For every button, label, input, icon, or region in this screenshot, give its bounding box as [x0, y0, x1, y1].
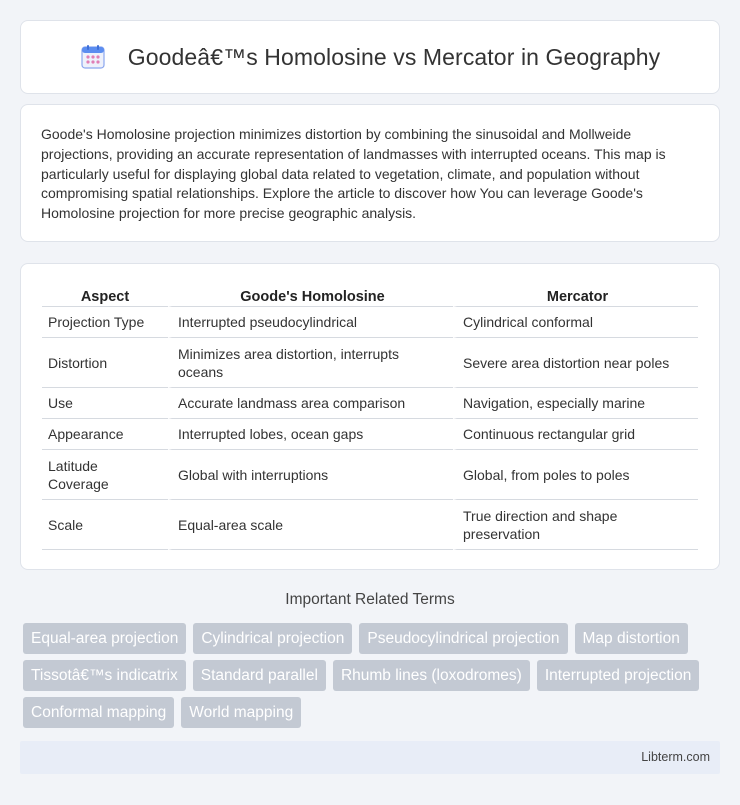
comparison-table [42, 284, 698, 550]
table-cell: Scale [42, 500, 168, 550]
table-cell: Minimizes area distortion, interrupts oceans [168, 338, 453, 388]
table-cell: Appearance [42, 419, 168, 450]
table-cell: Cylindrical conformal [453, 307, 698, 338]
tag-row [23, 623, 723, 654]
table-cell: Accurate landmass area comparison [168, 388, 453, 419]
header-mercator: Mercator [453, 284, 698, 307]
table-cell: Projection Type [42, 307, 168, 338]
table-cell: Interrupted pseudocylindrical [168, 307, 453, 338]
table-cell: Distortion [42, 338, 168, 388]
table-cell: Navigation, especially marine [453, 388, 698, 419]
intro-text: Goode's Homolosine projection minimizes distortion by combining the sinusoidal and Mollweide projections, providing an accurate representation of landmasses with interrupted oceans. This map is particularly useful for displaying global data related to vegetation, climate, and population without compromising spatial relationships. Explore the article to discover how You can leverage Goode's Homolosine projection for more precise geographic analysis. [41, 126, 666, 222]
tag-world-mapping[interactable]: World mapping [181, 697, 301, 728]
calendar-icon [80, 44, 106, 70]
header-card [20, 20, 720, 94]
tag-row [23, 697, 723, 728]
table-cell: Use [42, 388, 168, 419]
page-title: Goodeâ€™s Homolosine vs Mercator in Geography [127, 43, 661, 70]
tag-map-distortion[interactable]: Map distortion [575, 623, 688, 654]
tag-conformal-mapping[interactable]: Conformal mapping [23, 697, 174, 728]
table-cell: Equal-area scale [168, 500, 453, 550]
tag-rhumb-lines[interactable]: Rhumb lines (loxodromes) [333, 660, 530, 691]
table-cell: True direction and shape preservation [453, 500, 698, 550]
table-row [42, 338, 698, 388]
table-cell: Continuous rectangular grid [453, 419, 698, 450]
tag-cylindrical-projection[interactable]: Cylindrical projection [193, 623, 352, 654]
table-header-row [42, 284, 698, 307]
table-cell: Severe area distortion near poles [453, 338, 698, 388]
tag-row [23, 660, 723, 691]
table-row [42, 419, 698, 450]
header-aspect: Aspect [42, 284, 168, 307]
table-row [42, 388, 698, 419]
tag-equal-area-projection[interactable]: Equal-area projection [23, 623, 186, 654]
table-row [42, 450, 698, 500]
table-cell: Global with interruptions [168, 450, 453, 500]
header-goodes: Goode's Homolosine [168, 284, 453, 307]
footer-site-link[interactable]: Libterm.com [641, 750, 710, 764]
tag-interrupted-projection[interactable]: Interrupted projection [537, 660, 699, 691]
table-row [42, 500, 698, 550]
related-terms-list [23, 623, 723, 734]
tag-pseudocylindrical-projection[interactable]: Pseudocylindrical projection [359, 623, 567, 654]
table-cell: Global, from poles to poles [453, 450, 698, 500]
related-terms-title: Important Related Terms [285, 591, 455, 608]
intro-card [20, 104, 720, 242]
tag-standard-parallel[interactable]: Standard parallel [193, 660, 326, 691]
table-row [42, 307, 698, 338]
table-cell: Interrupted lobes, ocean gaps [168, 419, 453, 450]
footer [20, 741, 720, 774]
table-cell: Latitude Coverage [42, 450, 168, 500]
tag-tissots-indicatrix[interactable]: Tissotâ€™s indicatrix [23, 660, 186, 691]
comparison-card [20, 263, 720, 570]
